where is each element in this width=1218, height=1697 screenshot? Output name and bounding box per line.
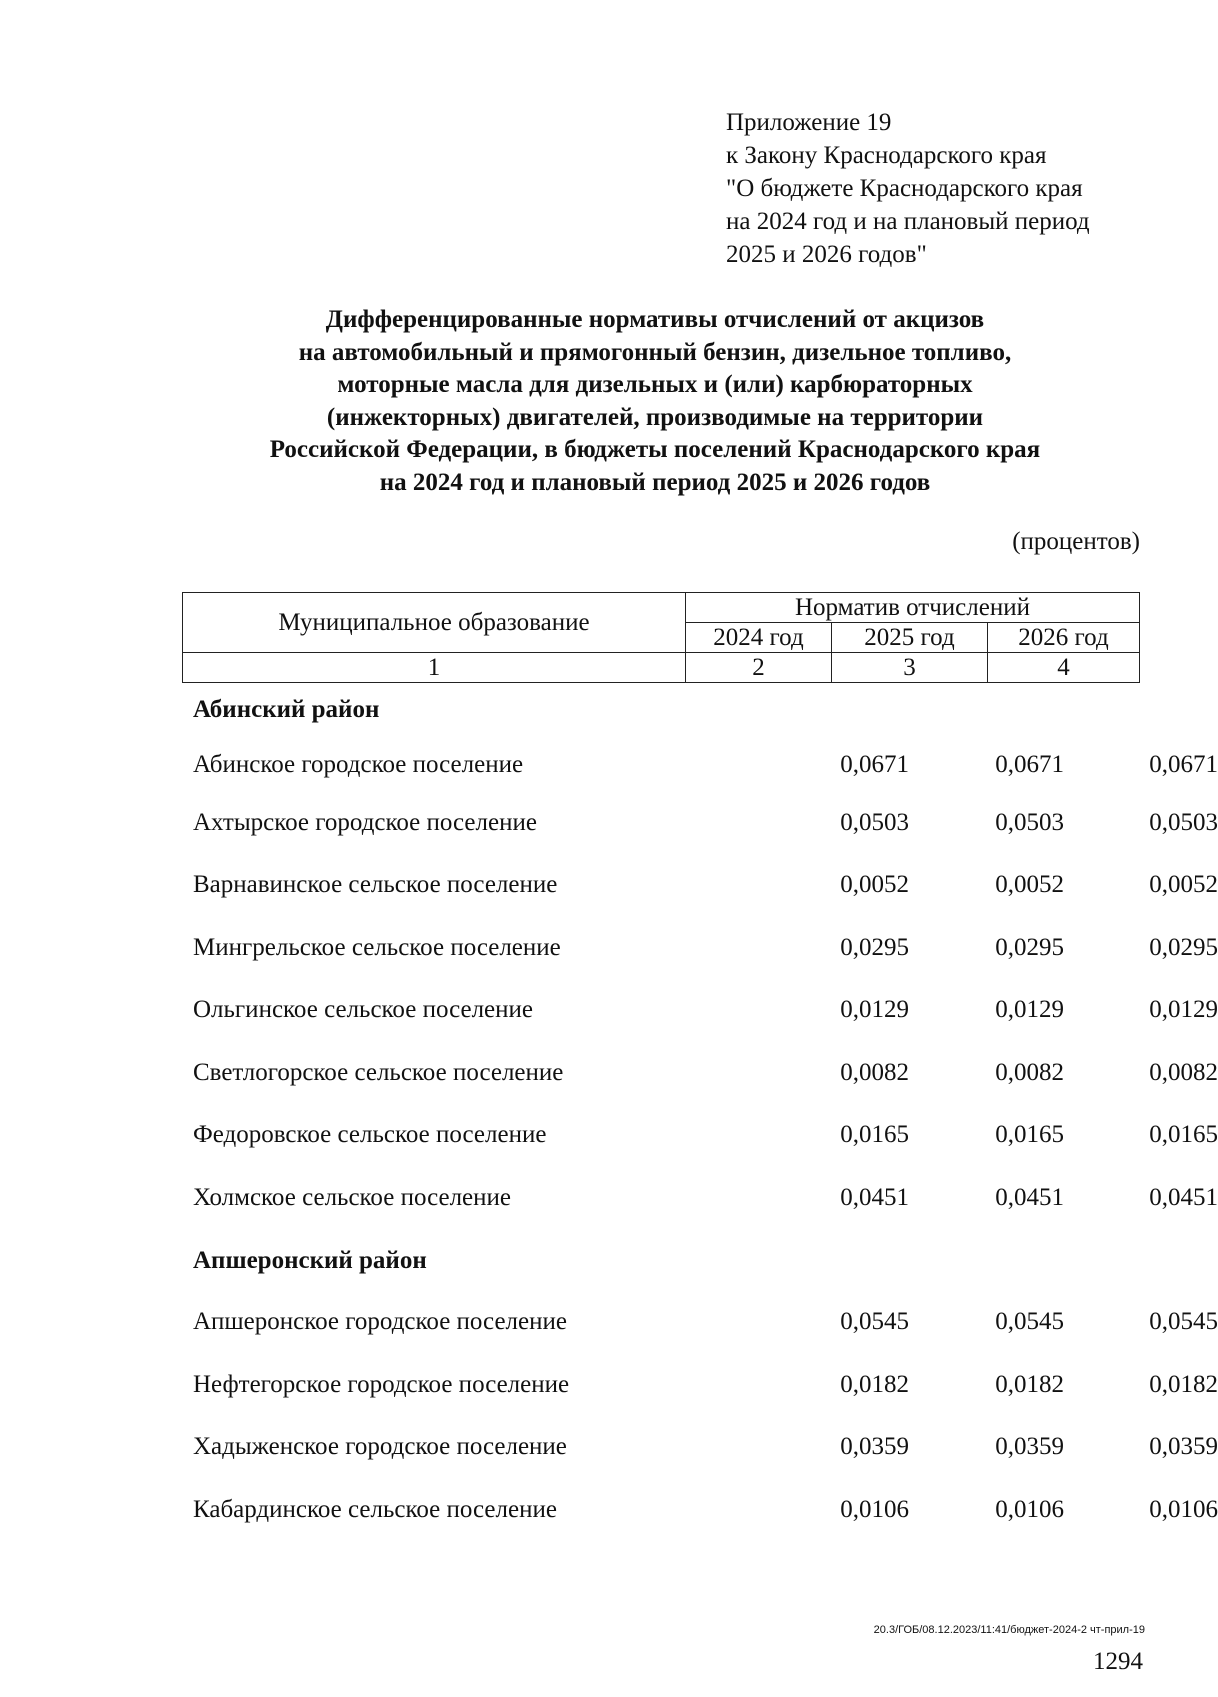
settlement-name: Нефтегорское городское поселение bbox=[193, 1371, 570, 1398]
annex-line: Приложение 19 bbox=[726, 109, 892, 136]
settlement-name: Хадыженское городское поселение bbox=[193, 1433, 567, 1460]
value-2026: 0,0503 bbox=[1149, 809, 1218, 836]
table-row bbox=[193, 990, 1218, 1030]
value-2024: 0,0165 bbox=[840, 1121, 909, 1148]
settlement-name: Холмское сельское поселение bbox=[193, 1184, 511, 1211]
annex-line: на 2024 год и на плановый период bbox=[726, 208, 1090, 235]
col-number: 2 bbox=[686, 653, 832, 683]
value-2026: 0,0359 bbox=[1149, 1433, 1218, 1460]
value-2025: 0,0165 bbox=[995, 1121, 1064, 1148]
value-2024: 0,0359 bbox=[840, 1433, 909, 1460]
value-2025: 0,0106 bbox=[995, 1496, 1064, 1523]
value-2024: 0,0295 bbox=[840, 934, 909, 961]
value-2024: 0,0082 bbox=[840, 1059, 909, 1086]
value-2026: 0,0082 bbox=[1149, 1059, 1218, 1086]
settlement-name: Мингрельское сельское поселение bbox=[193, 934, 561, 961]
value-2024: 0,0129 bbox=[840, 996, 909, 1023]
table-row bbox=[193, 865, 1218, 905]
col-group-header: Норматив отчислений bbox=[686, 593, 1140, 623]
document-code: 20.3/ГОБ/08.12.2023/11:41/бюджет-2024-2 чт-прил-19 bbox=[873, 1624, 1145, 1636]
table-row bbox=[193, 1178, 1218, 1218]
value-2025: 0,0451 bbox=[995, 1184, 1064, 1211]
page-number: 1294 bbox=[1093, 1648, 1143, 1675]
value-2026: 0,0165 bbox=[1149, 1121, 1218, 1148]
settlement-name: Ахтырское городское поселение bbox=[193, 809, 537, 836]
settlement-name: Варнавинское сельское поселение bbox=[193, 871, 558, 898]
value-2026: 0,0106 bbox=[1149, 1496, 1218, 1523]
col-year-2024: 2024 год bbox=[686, 623, 832, 653]
value-2025: 0,0359 bbox=[995, 1433, 1064, 1460]
table-row bbox=[193, 803, 1218, 843]
value-2025: 0,0545 bbox=[995, 1308, 1064, 1335]
settlement-name: Федоровское сельское поселение bbox=[193, 1121, 547, 1148]
title-line: на автомобильный и прямогонный бензин, дизельное топливо, bbox=[298, 338, 1012, 366]
table-header bbox=[182, 592, 1140, 683]
title-line: (инжекторных) двигателей, производимые на территории bbox=[326, 403, 984, 431]
col-number: 4 bbox=[988, 653, 1140, 683]
table-row bbox=[193, 745, 1218, 785]
value-2026: 0,0182 bbox=[1149, 1371, 1218, 1398]
document-title bbox=[130, 304, 1180, 499]
annex-header bbox=[726, 106, 1090, 271]
value-2024: 0,0052 bbox=[840, 871, 909, 898]
table-row bbox=[193, 1365, 1218, 1405]
title-line: Российской Федерации, в бюджеты поселений Краснодарского края bbox=[269, 436, 1041, 463]
value-2024: 0,0545 bbox=[840, 1308, 909, 1335]
settlement-name: Апшеронское городское поселение bbox=[193, 1308, 567, 1335]
col-number: 3 bbox=[832, 653, 988, 683]
settlement-name: Ольгинское сельское поселение bbox=[193, 996, 533, 1023]
table-row bbox=[193, 1115, 1218, 1155]
value-2025: 0,0671 bbox=[995, 751, 1064, 778]
value-2025: 0,0082 bbox=[995, 1059, 1064, 1086]
annex-line: к Закону Краснодарского края bbox=[726, 142, 1047, 169]
settlement-name: Светлогорское сельское поселение bbox=[193, 1059, 564, 1086]
units-label: (процентов) bbox=[1012, 528, 1140, 555]
value-2025: 0,0052 bbox=[995, 871, 1064, 898]
value-2024: 0,0451 bbox=[840, 1184, 909, 1211]
table-row bbox=[193, 928, 1218, 968]
settlement-name: Кабардинское сельское поселение bbox=[193, 1496, 557, 1523]
table-row bbox=[193, 1302, 1218, 1342]
value-2026: 0,0545 bbox=[1149, 1308, 1218, 1335]
value-2026: 0,0052 bbox=[1149, 871, 1218, 898]
value-2026: 0,0129 bbox=[1149, 996, 1218, 1023]
district-heading: Абинский район bbox=[193, 696, 380, 723]
title-line: Дифференцированные нормативы отчислений от акцизов bbox=[325, 306, 985, 333]
col-year-2025: 2025 год bbox=[832, 623, 988, 653]
table-row bbox=[193, 1427, 1218, 1467]
value-2024: 0,0106 bbox=[840, 1496, 909, 1523]
table-row bbox=[193, 1053, 1218, 1093]
value-2025: 0,0503 bbox=[995, 809, 1064, 836]
district-heading: Апшеронский район bbox=[193, 1247, 427, 1274]
value-2026: 0,0295 bbox=[1149, 934, 1218, 961]
value-2025: 0,0182 bbox=[995, 1371, 1064, 1398]
settlement-name: Абинское городское поселение bbox=[193, 751, 524, 778]
annex-line: "О бюджете Краснодарского края bbox=[726, 175, 1083, 202]
title-line: моторные масла для дизельных и (или) карбюраторных bbox=[337, 371, 973, 398]
value-2024: 0,0503 bbox=[840, 809, 909, 836]
value-2025: 0,0295 bbox=[995, 934, 1064, 961]
value-2025: 0,0129 bbox=[995, 996, 1064, 1023]
value-2024: 0,0671 bbox=[840, 751, 909, 778]
value-2026: 0,0451 bbox=[1149, 1184, 1218, 1211]
value-2024: 0,0182 bbox=[840, 1371, 909, 1398]
title-line: на 2024 год и плановый период 2025 и 2026 годов bbox=[379, 468, 931, 496]
table-row bbox=[193, 1490, 1218, 1530]
col-year-2026: 2026 год bbox=[988, 623, 1140, 653]
value-2026: 0,0671 bbox=[1149, 751, 1218, 778]
col-municipality-header: Муниципальное образование bbox=[183, 593, 686, 653]
annex-line: 2025 и 2026 годов" bbox=[726, 241, 927, 268]
col-number: 1 bbox=[183, 653, 686, 683]
